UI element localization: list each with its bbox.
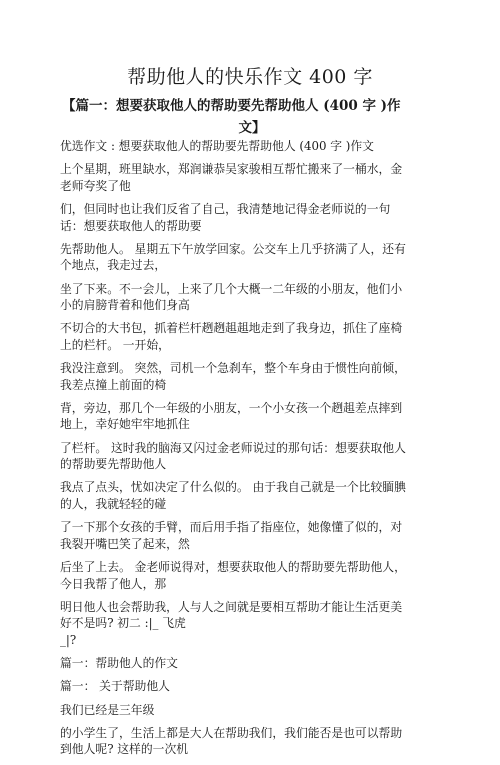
paragraph: 们，但同时也让我们反省了自己，我清楚地记得金老师说的一句话：想要获取他人的帮助要 xyxy=(60,201,391,233)
paragraph: 不切合的大书包，抓着栏杆趔趔趄趄地走到了我身边，抓住了座椅上的栏杆。 一开始， xyxy=(60,321,403,352)
document-subtitle xyxy=(62,95,442,139)
paragraph: 我没注意到。 突然，司机一个急刹车，整个车身由于惯性向前倾，我差点撞上前面的椅 xyxy=(60,361,406,392)
document-title: 帮助他人的快乐作文 400 字 xyxy=(127,66,373,88)
paragraph: 后坐了上去。 金老师说得对，想要获取他人的帮助要先帮助他人，今日我帮了他人，那 xyxy=(60,560,406,591)
paragraph: 坐了下来。不一会儿，上来了几个大概一二年级的小朋友，他们小小的肩膀背着和他们身高 xyxy=(60,281,403,313)
paragraph: 了一下那个女孩的手臂，而后用手指了指座位，她像懂了似的，对我裂开嘴巴笑了起来，然 xyxy=(60,520,403,551)
paragraph: 我们已经是三年级 xyxy=(60,702,155,717)
document-body xyxy=(60,138,412,765)
paragraph: 先帮助他人。 星期五下午放学回家。公交车上几乎挤满了人，还有个地点，我走过去， xyxy=(60,241,406,273)
paragraph: 的小学生了，生活上都是大人在帮助我们，我们能否是也可以帮助到他人呢? 这样的一次机 xyxy=(60,725,403,757)
paragraph: 了栏杆。 这时我的脑海又闪过金老师说过的那句话：想要获取他人的帮助要先帮助他人 xyxy=(60,440,406,472)
paragraph: 背，旁边，那几个一年级的小朋友，一个小女孩一个趔趄差点摔到地上，幸好她牢牢地抓住 xyxy=(60,400,403,432)
paragraph: 优选作文 : 想要获取他人的帮助要先帮助他人 (400 字 )作文 xyxy=(60,139,374,153)
paragraph: 篇一：帮助他人的作文 xyxy=(60,656,178,671)
subtitle-line-1: 【篇一：想要获取他人的帮助要先帮助他人 (400 字 )作 xyxy=(62,98,401,114)
paragraph: 上个星期，班里缺水，郑润谦恭吴家骏相互帮忙搬来了一桶水，金老师夸奖了他 xyxy=(60,162,403,193)
paragraph: 我点了点头，忧如决定了什么似的。 由于我自己就是一个比较腼腆的人，我就轻轻的碰 xyxy=(60,480,406,512)
paragraph: 篇一： 关于帮助他人 xyxy=(60,679,170,694)
subtitle-line-2: 文】 xyxy=(238,120,266,136)
paragraph: _|? xyxy=(60,632,77,647)
paragraph: 明日他人也会帮助我，人与人之间就是要相互帮助才能让生活更美好不是吗? 初二 :|_ 飞虎 xyxy=(60,599,403,631)
